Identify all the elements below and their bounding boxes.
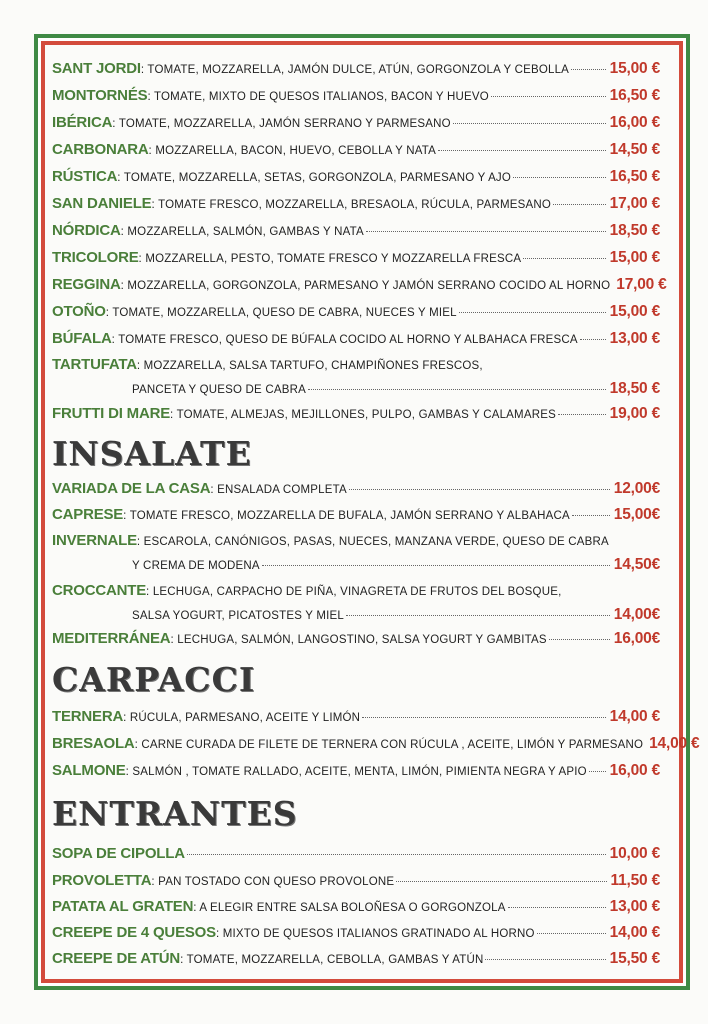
- item-price: 14,00 €: [609, 708, 660, 725]
- item-name: IBÉRICA: [52, 114, 113, 131]
- item-name: MEDITERRÁNEA: [52, 630, 171, 647]
- item-price: 13,00 €: [609, 330, 660, 347]
- item-name: BRESAOLA: [52, 735, 135, 752]
- item-description: : MOZZARELLA, BACON, HUEVO, CEBOLLA Y NATA: [148, 145, 436, 157]
- item-description: : LECHUGA, SALMÓN, LANGOSTINO, SALSA YOGURT Y GAMBITAS: [170, 634, 547, 646]
- menu-item: [52, 762, 660, 786]
- item-price: 19,00 €: [609, 405, 660, 422]
- leader-dots: [571, 69, 606, 70]
- item-description: : LECHUGA, CARPACHO DE PIÑA, VINAGRETA DE FRUTOS DEL BOSQUE,: [146, 586, 562, 598]
- item-description: : MOZZARELLA, SALMÓN, GAMBAS Y NATA: [120, 226, 364, 238]
- item-name: SALMONE: [52, 762, 126, 779]
- menu-item: [52, 114, 660, 138]
- item-name: OTOÑO: [52, 303, 106, 320]
- menu-item: [52, 222, 660, 246]
- item-description: : MIXTO DE QUESOS ITALIANOS GRATINADO AL HORNO: [215, 928, 535, 940]
- leader-dots: [580, 339, 606, 340]
- item-description: : MOZZARELLA, SALSA TARTUFO, CHAMPIÑONES FRESCOS,: [136, 360, 483, 372]
- item-price: 14,00€: [613, 606, 660, 623]
- item-description: : CARNE CURADA DE FILETE DE TERNERA CON RÚCULA , ACEITE, LIMÓN Y PARMESANO: [134, 739, 644, 751]
- item-price: 15,00 €: [609, 60, 660, 77]
- section-title-entrantes: ENTRANTES: [52, 794, 298, 833]
- item-price: 16,00€: [613, 630, 660, 647]
- item-name: BÚFALA: [52, 330, 112, 347]
- leader-dots: [523, 258, 605, 259]
- menu-item: [52, 898, 660, 922]
- item-description: : TOMATE, MOZZARELLA, QUESO DE CABRA, NUECES Y MIEL: [105, 307, 457, 319]
- leader-dots: [438, 150, 606, 151]
- item-price: 14,00 €: [609, 924, 660, 941]
- item-name: CREEPE DE ATÚN: [52, 950, 181, 967]
- menu-item: [52, 141, 660, 165]
- leader-dots: [491, 96, 606, 97]
- menu-item: [52, 582, 660, 630]
- menu-item: [52, 168, 660, 192]
- menu-item: [52, 356, 660, 404]
- menu-item: [52, 630, 660, 654]
- item-description-cont: PANCETA Y QUESO DE CABRA: [132, 384, 306, 396]
- leader-dots: [262, 565, 610, 566]
- menu-item: [52, 195, 660, 219]
- leader-dots: [572, 515, 610, 516]
- item-description-cont: SALSA YOGURT, PICATOSTES Y MIEL: [132, 610, 345, 622]
- item-name: VARIADA DE LA CASA: [52, 480, 211, 497]
- item-description: : TOMATE, MOZZARELLA, CEBOLLA, GAMBAS Y ATÚN: [180, 954, 484, 966]
- item-price: 16,50 €: [609, 168, 660, 185]
- item-price: 17,00 €: [616, 276, 667, 293]
- item-description: : A ELEGIR ENTRE SALSA BOLOÑESA O GORGONZOLA: [193, 902, 506, 914]
- menu-item: [52, 506, 660, 530]
- item-price: 14,50€: [613, 556, 660, 573]
- item-price: 15,00 €: [609, 249, 660, 266]
- leader-dots: [349, 489, 610, 490]
- item-price: 16,50 €: [609, 87, 660, 104]
- menu-item: [52, 845, 660, 869]
- item-name: INVERNALE: [52, 532, 137, 549]
- item-name: FRUTTI DI MARE: [52, 405, 171, 422]
- item-description: : TOMATE, MOZZARELLA, JAMÓN DULCE, ATÚN, GORGONZOLA Y CEBOLLA: [140, 64, 570, 76]
- item-description: : ESCAROLA, CANÓNIGOS, PASAS, NUECES, MANZANA VERDE, QUESO DE CABRA: [136, 536, 609, 548]
- item-name: CAPRESE: [52, 506, 124, 523]
- menu-item: [52, 735, 700, 759]
- item-price: 10,00 €: [609, 845, 660, 862]
- item-price: 15,50 €: [609, 950, 660, 967]
- item-description-cont: Y CREMA DE MODENA: [132, 560, 260, 572]
- item-price: 13,00 €: [609, 898, 660, 915]
- item-name: TERNERA: [52, 708, 124, 725]
- menu-item: [52, 950, 660, 974]
- item-price: 15,00 €: [609, 303, 660, 320]
- menu-item: [52, 532, 660, 580]
- leader-dots: [485, 959, 605, 960]
- item-description: : ENSALADA COMPLETA: [210, 484, 347, 496]
- leader-dots: [346, 615, 610, 616]
- leader-dots: [459, 312, 606, 313]
- item-description: : TOMATE, MIXTO DE QUESOS ITALIANOS, BACON Y HUEVO: [147, 91, 489, 103]
- item-price: 16,00 €: [609, 762, 660, 779]
- item-description: : TOMATE FRESCO, QUESO DE BÚFALA COCIDO AL HORNO Y ALBAHACA FRESCA: [111, 334, 578, 346]
- item-price: 14,00 €: [649, 735, 700, 752]
- menu-item: [52, 405, 660, 429]
- menu-item: [52, 480, 660, 504]
- item-name: CARBONARA: [52, 141, 149, 158]
- leader-dots: [513, 177, 606, 178]
- item-price: 14,50 €: [609, 141, 660, 158]
- item-description: : SALMÓN , TOMATE RALLADO, ACEITE, MENTA, LIMÓN, PIMIENTA NEGRA Y APIO: [125, 766, 587, 778]
- menu-item: [52, 303, 660, 327]
- item-description: : PAN TOSTADO CON QUESO PROVOLONE: [151, 876, 395, 888]
- menu-item: [52, 330, 660, 354]
- item-description: : RÚCULA, PARMESANO, ACEITE Y LIMÓN: [123, 712, 361, 724]
- item-name: PROVOLETTA: [52, 872, 152, 889]
- item-name: SANT JORDI: [52, 60, 141, 77]
- item-name: CREEPE DE 4 QUESOS: [52, 924, 216, 941]
- menu-item: [52, 276, 667, 300]
- section-title-carpacci: CARPACCI: [52, 660, 256, 699]
- menu-item: [52, 708, 660, 732]
- item-description: : TOMATE, MOZZARELLA, SETAS, GORGONZOLA, PARMESANO Y AJO: [117, 172, 512, 184]
- item-name: RÚSTICA: [52, 168, 118, 185]
- item-price: 15,00€: [613, 506, 660, 523]
- item-price: 16,00 €: [609, 114, 660, 131]
- item-name: NÓRDICA: [52, 222, 121, 239]
- item-name: TARTUFATA: [52, 356, 137, 373]
- leader-dots: [589, 771, 606, 772]
- menu-item: [52, 249, 660, 273]
- item-name: MONTORNÉS: [52, 87, 148, 104]
- leader-dots: [366, 231, 606, 232]
- leader-dots: [453, 123, 606, 124]
- leader-dots: [537, 933, 606, 934]
- menu-item: [52, 87, 660, 111]
- leader-dots: [396, 881, 606, 882]
- leader-dots: [553, 204, 606, 205]
- leader-dots: [362, 717, 606, 718]
- item-name: SAN DANIELE: [52, 195, 152, 212]
- leader-dots: [558, 414, 606, 415]
- item-description: : TOMATE FRESCO, MOZZARELLA DE BUFALA, JAMÓN SERRANO Y ALBAHACA: [123, 510, 570, 522]
- item-description: : TOMATE FRESCO, MOZZARELLA, BRESAOLA, RÚCULA, PARMESANO: [151, 199, 551, 211]
- menu-item: [52, 924, 660, 948]
- item-description: : MOZZARELLA, PESTO, TOMATE FRESCO Y MOZZARELLA FRESCA: [138, 253, 522, 265]
- leader-dots: [308, 389, 606, 390]
- leader-dots: [187, 854, 606, 855]
- item-name: PATATA AL GRATEN: [52, 898, 194, 915]
- item-price: 11,50 €: [610, 872, 660, 889]
- section-title-insalate: INSALATE: [52, 434, 252, 473]
- item-price: 17,00 €: [609, 195, 660, 212]
- menu-item: [52, 872, 660, 896]
- menu-item: [52, 60, 660, 84]
- item-name: CROCCANTE: [52, 582, 147, 599]
- item-name: SOPA DE CIPOLLA: [52, 845, 185, 862]
- item-description: : TOMATE, MOZZARELLA, JAMÓN SERRANO Y PARMESANO: [112, 118, 451, 130]
- leader-dots: [549, 639, 610, 640]
- leader-dots: [508, 907, 606, 908]
- item-price: 18,50 €: [609, 222, 660, 239]
- item-name: REGGINA: [52, 276, 121, 293]
- item-name: TRICOLORE: [52, 249, 139, 266]
- item-price: 12,00€: [613, 480, 660, 497]
- item-description: : TOMATE, ALMEJAS, MEJILLONES, PULPO, GAMBAS Y CALAMARES: [170, 409, 556, 421]
- item-description: : MOZZARELLA, GORGONZOLA, PARMESANO Y JAMÓN SERRANO COCIDO AL HORNO: [120, 280, 611, 292]
- item-price: 18,50 €: [609, 380, 660, 397]
